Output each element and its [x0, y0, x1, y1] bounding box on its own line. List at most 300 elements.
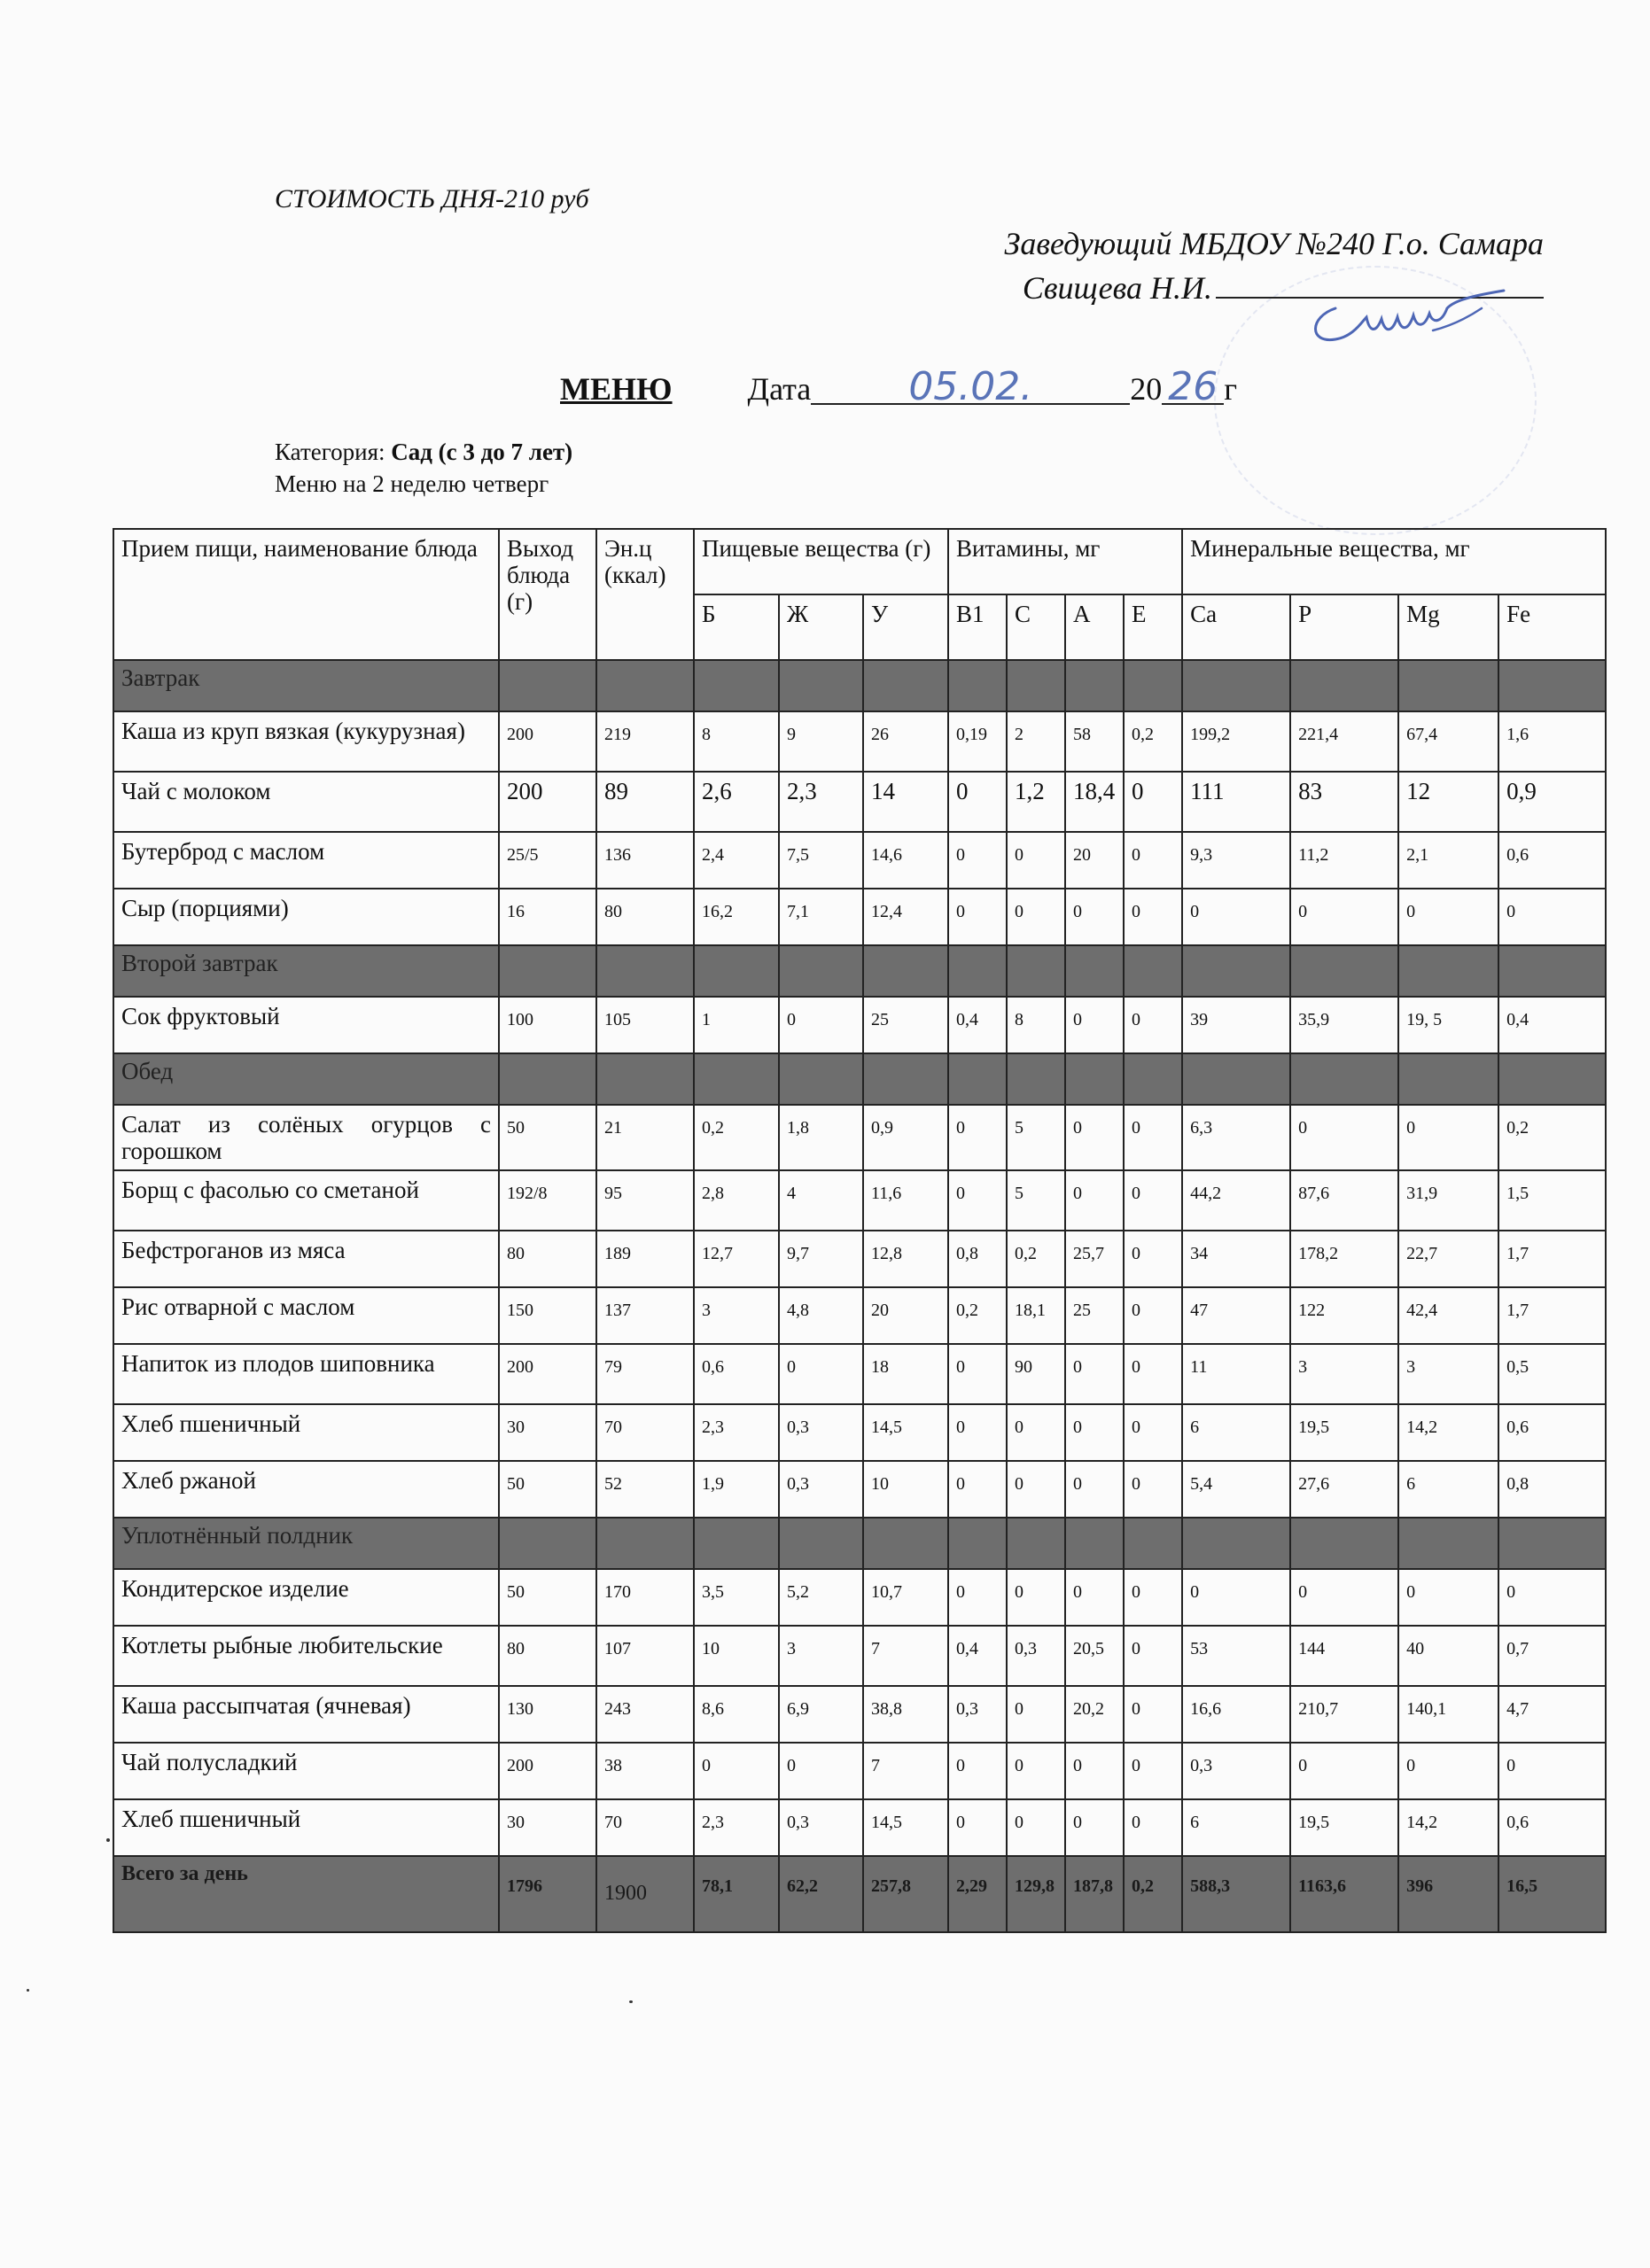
value-cell: 1,5: [1498, 1170, 1606, 1231]
value-cell: 0: [779, 1743, 863, 1799]
value-cell: 588,3: [1182, 1856, 1290, 1932]
value-cell: 18,1: [1007, 1287, 1065, 1344]
table-row: [113, 1105, 1606, 1170]
value-cell: 0: [1124, 1344, 1182, 1404]
value-cell: 0: [1290, 1569, 1398, 1626]
dish-name: Напиток из плодов шиповника: [113, 1344, 499, 1404]
value-cell: 0: [1182, 889, 1290, 945]
scan-speck: [106, 1838, 110, 1842]
value-cell: 11,2: [1290, 832, 1398, 889]
value-cell: 3,5: [694, 1569, 779, 1626]
value-cell: 79: [596, 1344, 694, 1404]
value-cell: 9,3: [1182, 832, 1290, 889]
value-cell: 89: [596, 772, 694, 832]
value-cell: 0: [948, 832, 1007, 889]
scan-speck: [27, 1989, 29, 1992]
value-cell: 0: [1124, 1626, 1182, 1686]
value-cell: 0: [1124, 832, 1182, 889]
value-cell: 3: [694, 1287, 779, 1344]
value-cell: 0: [948, 889, 1007, 945]
value-cell: 10,7: [863, 1569, 948, 1626]
col-c: С: [1007, 594, 1065, 660]
value-cell: 2,1: [1398, 832, 1498, 889]
value-cell: 0: [1124, 1404, 1182, 1461]
table-row: [113, 1170, 1606, 1231]
value-cell: 2,4: [694, 832, 779, 889]
value-cell: 0: [1398, 1569, 1498, 1626]
value-cell: 20,5: [1065, 1626, 1124, 1686]
value-cell: 144: [1290, 1626, 1398, 1686]
dish-name: Борщ с фасолью со сметаной: [113, 1170, 499, 1231]
value-cell: 80: [499, 1626, 596, 1686]
value-cell: 95: [596, 1170, 694, 1231]
table-row: [113, 1461, 1606, 1518]
value-cell: 1,2: [1007, 772, 1065, 832]
value-cell: 0: [1007, 832, 1065, 889]
value-cell: 70: [596, 1404, 694, 1461]
col-fat: Ж: [779, 594, 863, 660]
value-cell: 0: [1007, 1461, 1065, 1518]
value-cell: 0: [1065, 1743, 1124, 1799]
value-cell: 0: [1124, 1287, 1182, 1344]
value-cell: 129,8: [1007, 1856, 1065, 1932]
value-cell: 1,6: [1498, 711, 1606, 772]
value-cell: 67,4: [1398, 711, 1498, 772]
value-cell: 0: [1065, 1461, 1124, 1518]
value-cell: 42,4: [1398, 1287, 1498, 1344]
value-cell: 221,4: [1290, 711, 1398, 772]
value-cell: 0,4: [1498, 997, 1606, 1053]
value-cell: 19,5: [1290, 1404, 1398, 1461]
value-cell: 0: [1007, 889, 1065, 945]
value-cell: 105: [596, 997, 694, 1053]
value-cell: 1: [694, 997, 779, 1053]
value-cell: 4,7: [1498, 1686, 1606, 1743]
value-cell: 0: [1124, 1743, 1182, 1799]
value-cell: 8: [1007, 997, 1065, 1053]
value-cell: 170: [596, 1569, 694, 1626]
value-cell: 1,9: [694, 1461, 779, 1518]
value-cell: 20,2: [1065, 1686, 1124, 1743]
value-cell: 0: [1124, 1686, 1182, 1743]
value-cell: 52: [596, 1461, 694, 1518]
value-cell: 21: [596, 1105, 694, 1170]
value-cell: 25: [863, 997, 948, 1053]
value-cell: 31,9: [1398, 1170, 1498, 1231]
value-cell: 3: [779, 1626, 863, 1686]
col-b1: В1: [948, 594, 1007, 660]
value-cell: 192/8: [499, 1170, 596, 1231]
value-cell: 2,3: [694, 1799, 779, 1856]
value-cell: 9: [779, 711, 863, 772]
value-cell: 0: [1124, 1461, 1182, 1518]
value-cell: 0: [1182, 1569, 1290, 1626]
value-cell: 140,1: [1398, 1686, 1498, 1743]
value-cell: 1796: [499, 1856, 596, 1932]
table-row: [113, 832, 1606, 889]
value-cell: 0,5: [1498, 1344, 1606, 1404]
year-prefix: 20: [1130, 371, 1163, 407]
value-cell: 0: [1007, 1686, 1065, 1743]
value-cell: 130: [499, 1686, 596, 1743]
value-cell: 4,8: [779, 1287, 863, 1344]
value-cell: 38,8: [863, 1686, 948, 1743]
col-minerals: Минеральные вещества, мг: [1182, 529, 1606, 594]
value-cell: 0: [948, 1170, 1007, 1231]
value-cell: 0: [1498, 889, 1606, 945]
dish-name: Каша из круп вязкая (кукурузная): [113, 711, 499, 772]
section-label: Второй завтрак: [113, 945, 499, 997]
value-cell: 10: [863, 1461, 948, 1518]
dish-name: Котлеты рыбные любительские: [113, 1626, 499, 1686]
value-cell: 0: [1124, 1105, 1182, 1170]
value-cell: 0: [948, 1344, 1007, 1404]
value-cell: 22,7: [1398, 1231, 1498, 1287]
value-cell: 0: [1124, 1170, 1182, 1231]
value-cell: 14,2: [1398, 1799, 1498, 1856]
table-row: [113, 711, 1606, 772]
dish-name: Бефстроганов из мяса: [113, 1231, 499, 1287]
value-cell: 14,5: [863, 1799, 948, 1856]
section-breakfast: [113, 660, 1606, 711]
value-cell: 200: [499, 711, 596, 772]
value-cell: 0: [948, 1461, 1007, 1518]
head-position: Заведующий МБДОУ №240 Г.о. Самара: [1004, 226, 1544, 261]
value-cell: 2: [1007, 711, 1065, 772]
dish-name: Хлеб пшеничный: [113, 1799, 499, 1856]
section-lunch: [113, 1053, 1606, 1105]
table-row: [113, 889, 1606, 945]
value-cell: 78,1: [694, 1856, 779, 1932]
scan-speck: [629, 2000, 633, 2003]
value-cell: 0: [1007, 1404, 1065, 1461]
value-cell: 83: [1290, 772, 1398, 832]
value-cell: 25,7: [1065, 1231, 1124, 1287]
value-cell: 8,6: [694, 1686, 779, 1743]
value-cell: 0: [948, 1569, 1007, 1626]
value-cell: 0: [1498, 1743, 1606, 1799]
value-cell: 34: [1182, 1231, 1290, 1287]
value-cell: 0,6: [1498, 1404, 1606, 1461]
value-cell: 30: [499, 1404, 596, 1461]
value-cell: 20: [863, 1287, 948, 1344]
value-cell: 0,2: [948, 1287, 1007, 1344]
value-cell: 0: [1398, 889, 1498, 945]
value-cell: 1,7: [1498, 1287, 1606, 1344]
value-cell: 12: [1398, 772, 1498, 832]
section-label: Уплотнённый полдник: [113, 1518, 499, 1569]
value-cell: 210,7: [1290, 1686, 1398, 1743]
value-cell: 0,7: [1498, 1626, 1606, 1686]
table-row: [113, 1404, 1606, 1461]
value-cell: 7,1: [779, 889, 863, 945]
value-cell: 0,2: [694, 1105, 779, 1170]
value-cell: 150: [499, 1287, 596, 1344]
col-p: Р: [1290, 594, 1398, 660]
value-cell: 14,6: [863, 832, 948, 889]
value-cell: 7: [863, 1626, 948, 1686]
value-cell: 44,2: [1182, 1170, 1290, 1231]
value-cell: 2,3: [779, 772, 863, 832]
col-nutrients: Пищевые вещества (г): [694, 529, 948, 594]
value-cell: 0,2: [1498, 1105, 1606, 1170]
value-cell: 18,4: [1065, 772, 1124, 832]
value-cell: 10: [694, 1626, 779, 1686]
value-cell: 0: [1065, 1344, 1124, 1404]
value-cell: 0,2: [1124, 711, 1182, 772]
value-cell: 0: [1290, 1105, 1398, 1170]
value-cell: 2,3: [694, 1404, 779, 1461]
value-cell: 0,9: [1498, 772, 1606, 832]
value-cell: 58: [1065, 711, 1124, 772]
col-vitamins: Витамины, мг: [948, 529, 1182, 594]
table-row: [113, 1231, 1606, 1287]
value-cell: 1163,6: [1290, 1856, 1398, 1932]
value-cell: 0,6: [1498, 832, 1606, 889]
value-cell: 1900: [596, 1856, 694, 1932]
value-cell: 0: [948, 1404, 1007, 1461]
value-cell: 111: [1182, 772, 1290, 832]
dish-name: Чай полусладкий: [113, 1743, 499, 1799]
signature-image: [1300, 282, 1513, 353]
value-cell: 4: [779, 1170, 863, 1231]
table-row: [113, 1569, 1606, 1626]
col-carbs: У: [863, 594, 948, 660]
year-suffix: г: [1224, 371, 1238, 407]
value-cell: 0,8: [948, 1231, 1007, 1287]
value-cell: 200: [499, 1344, 596, 1404]
value-cell: 25/5: [499, 832, 596, 889]
value-cell: 0,8: [1498, 1461, 1606, 1518]
category-block: [275, 436, 572, 500]
value-cell: 30: [499, 1799, 596, 1856]
dish-name: Хлеб ржаной: [113, 1461, 499, 1518]
value-cell: 0: [1498, 1569, 1606, 1626]
value-cell: 1,8: [779, 1105, 863, 1170]
value-cell: 0: [1065, 889, 1124, 945]
dish-name: Чай с молоком: [113, 772, 499, 832]
value-cell: 11: [1182, 1344, 1290, 1404]
value-cell: 178,2: [1290, 1231, 1398, 1287]
value-cell: 8: [694, 711, 779, 772]
value-cell: 12,8: [863, 1231, 948, 1287]
value-cell: 0,3: [779, 1461, 863, 1518]
col-e: Е: [1124, 594, 1182, 660]
value-cell: 35,9: [1290, 997, 1398, 1053]
value-cell: 187,8: [1065, 1856, 1124, 1932]
value-cell: 0: [1065, 1799, 1124, 1856]
dish-name: Сок фруктовый: [113, 997, 499, 1053]
value-cell: 2,8: [694, 1170, 779, 1231]
category-line: [275, 436, 572, 468]
value-cell: 0: [1290, 1743, 1398, 1799]
value-cell: 53: [1182, 1626, 1290, 1686]
col-energy: Эн.ц (ккал): [596, 529, 694, 660]
value-cell: 6: [1398, 1461, 1498, 1518]
value-cell: 0: [1124, 889, 1182, 945]
value-cell: 6: [1182, 1404, 1290, 1461]
date-value: 05.02.: [811, 371, 1130, 405]
value-cell: 0: [1398, 1743, 1498, 1799]
value-cell: 38: [596, 1743, 694, 1799]
value-cell: 0,4: [948, 1626, 1007, 1686]
head-name: Свищева Н.И.: [1022, 270, 1212, 306]
dish-name: Салат из солёных огурцов с горошком: [113, 1105, 499, 1170]
value-cell: 0: [1124, 1799, 1182, 1856]
value-cell: 14,5: [863, 1404, 948, 1461]
value-cell: 0: [948, 772, 1007, 832]
value-cell: 7,5: [779, 832, 863, 889]
value-cell: 243: [596, 1686, 694, 1743]
value-cell: 6,3: [1182, 1105, 1290, 1170]
value-cell: 80: [596, 889, 694, 945]
value-cell: 107: [596, 1626, 694, 1686]
value-cell: 0: [1065, 1404, 1124, 1461]
table-row: [113, 1287, 1606, 1344]
value-cell: 20: [1065, 832, 1124, 889]
table-row: [113, 772, 1606, 832]
category-value: Сад (с 3 до 7 лет): [391, 439, 573, 465]
total-row: [113, 1856, 1606, 1932]
title-row: [560, 364, 1238, 409]
value-cell: 100: [499, 997, 596, 1053]
value-cell: 0,3: [779, 1799, 863, 1856]
value-cell: 1,7: [1498, 1231, 1606, 1287]
value-cell: 0: [1124, 772, 1182, 832]
section-second-breakfast: [113, 945, 1606, 997]
value-cell: 5,4: [1182, 1461, 1290, 1518]
menu-table: [113, 528, 1607, 1933]
value-cell: 6: [1182, 1799, 1290, 1856]
value-cell: 5,2: [779, 1569, 863, 1626]
value-cell: 0,3: [779, 1404, 863, 1461]
value-cell: 70: [596, 1799, 694, 1856]
value-cell: 0: [1007, 1799, 1065, 1856]
value-cell: 0: [1398, 1105, 1498, 1170]
dish-name: Рис отварной с маслом: [113, 1287, 499, 1344]
value-cell: 0: [779, 997, 863, 1053]
dish-name: Хлеб пшеничный: [113, 1404, 499, 1461]
table-row: [113, 1743, 1606, 1799]
table-row: [113, 1799, 1606, 1856]
col-meal: Прием пищи, наименование блюда: [113, 529, 499, 660]
value-cell: 0,3: [948, 1686, 1007, 1743]
value-cell: 0,2: [1007, 1231, 1065, 1287]
value-cell: 50: [499, 1461, 596, 1518]
dish-name: Бутерброд с маслом: [113, 832, 499, 889]
category-label: Категория:: [275, 439, 392, 465]
value-cell: 0: [1290, 889, 1398, 945]
value-cell: 0: [1124, 1569, 1182, 1626]
value-cell: 0,9: [863, 1105, 948, 1170]
value-cell: 0,19: [948, 711, 1007, 772]
day-cost: СТОИМОСТЬ ДНЯ-210 руб: [275, 184, 589, 214]
value-cell: 200: [499, 772, 596, 832]
dish-name: Сыр (порциями): [113, 889, 499, 945]
table-row: [113, 1686, 1606, 1743]
value-cell: 0: [1007, 1743, 1065, 1799]
col-mg: Мg: [1398, 594, 1498, 660]
value-cell: 7: [863, 1743, 948, 1799]
year-value: 26: [1162, 371, 1224, 405]
value-cell: 0,6: [694, 1344, 779, 1404]
value-cell: 122: [1290, 1287, 1398, 1344]
col-a: А: [1065, 594, 1124, 660]
value-cell: 257,8: [863, 1856, 948, 1932]
col-yield: Выход блюда (г): [499, 529, 596, 660]
value-cell: 12,7: [694, 1231, 779, 1287]
value-cell: 199,2: [1182, 711, 1290, 772]
value-cell: 0: [948, 1105, 1007, 1170]
value-cell: 136: [596, 832, 694, 889]
value-cell: 200: [499, 1743, 596, 1799]
table-row: [113, 1344, 1606, 1404]
value-cell: 6,9: [779, 1686, 863, 1743]
value-cell: 40: [1398, 1626, 1498, 1686]
total-label: Всего за день: [113, 1856, 499, 1932]
value-cell: 9,7: [779, 1231, 863, 1287]
value-cell: 3: [1398, 1344, 1498, 1404]
value-cell: 0,3: [1007, 1626, 1065, 1686]
value-cell: 2,6: [694, 772, 779, 832]
value-cell: 12,4: [863, 889, 948, 945]
value-cell: 47: [1182, 1287, 1290, 1344]
value-cell: 0: [694, 1743, 779, 1799]
menu-title: МЕНЮ: [560, 371, 673, 407]
value-cell: 26: [863, 711, 948, 772]
value-cell: 0: [1065, 1569, 1124, 1626]
section-label: Обед: [113, 1053, 499, 1105]
col-ca: Са: [1182, 594, 1290, 660]
week-line: Меню на 2 неделю четверг: [275, 470, 549, 497]
value-cell: 19, 5: [1398, 997, 1498, 1053]
table-row: [113, 997, 1606, 1053]
date-label: Дата: [747, 371, 812, 407]
value-cell: 396: [1398, 1856, 1498, 1932]
value-cell: 0: [1007, 1569, 1065, 1626]
col-fe: Fe: [1498, 594, 1606, 660]
value-cell: 19,5: [1290, 1799, 1398, 1856]
value-cell: 3: [1290, 1344, 1398, 1404]
value-cell: 87,6: [1290, 1170, 1398, 1231]
table-header: [113, 529, 1606, 594]
value-cell: 16,5: [1498, 1856, 1606, 1932]
value-cell: 189: [596, 1231, 694, 1287]
value-cell: 0: [1124, 1231, 1182, 1287]
value-cell: 219: [596, 711, 694, 772]
value-cell: 0,4: [948, 997, 1007, 1053]
value-cell: 2,29: [948, 1856, 1007, 1932]
dish-name: Каша рассыпчатая (ячневая): [113, 1686, 499, 1743]
value-cell: 14: [863, 772, 948, 832]
value-cell: 16: [499, 889, 596, 945]
section-snack: [113, 1518, 1606, 1569]
value-cell: 0: [779, 1344, 863, 1404]
value-cell: 5: [1007, 1105, 1065, 1170]
value-cell: 27,6: [1290, 1461, 1398, 1518]
value-cell: 0: [948, 1743, 1007, 1799]
value-cell: 11,6: [863, 1170, 948, 1231]
table-row: [113, 1626, 1606, 1686]
dish-name: Кондитерское изделие: [113, 1569, 499, 1626]
value-cell: 0: [948, 1799, 1007, 1856]
value-cell: 62,2: [779, 1856, 863, 1932]
col-protein: Б: [694, 594, 779, 660]
value-cell: 18: [863, 1344, 948, 1404]
value-cell: 0,3: [1182, 1743, 1290, 1799]
value-cell: 50: [499, 1569, 596, 1626]
value-cell: 90: [1007, 1344, 1065, 1404]
